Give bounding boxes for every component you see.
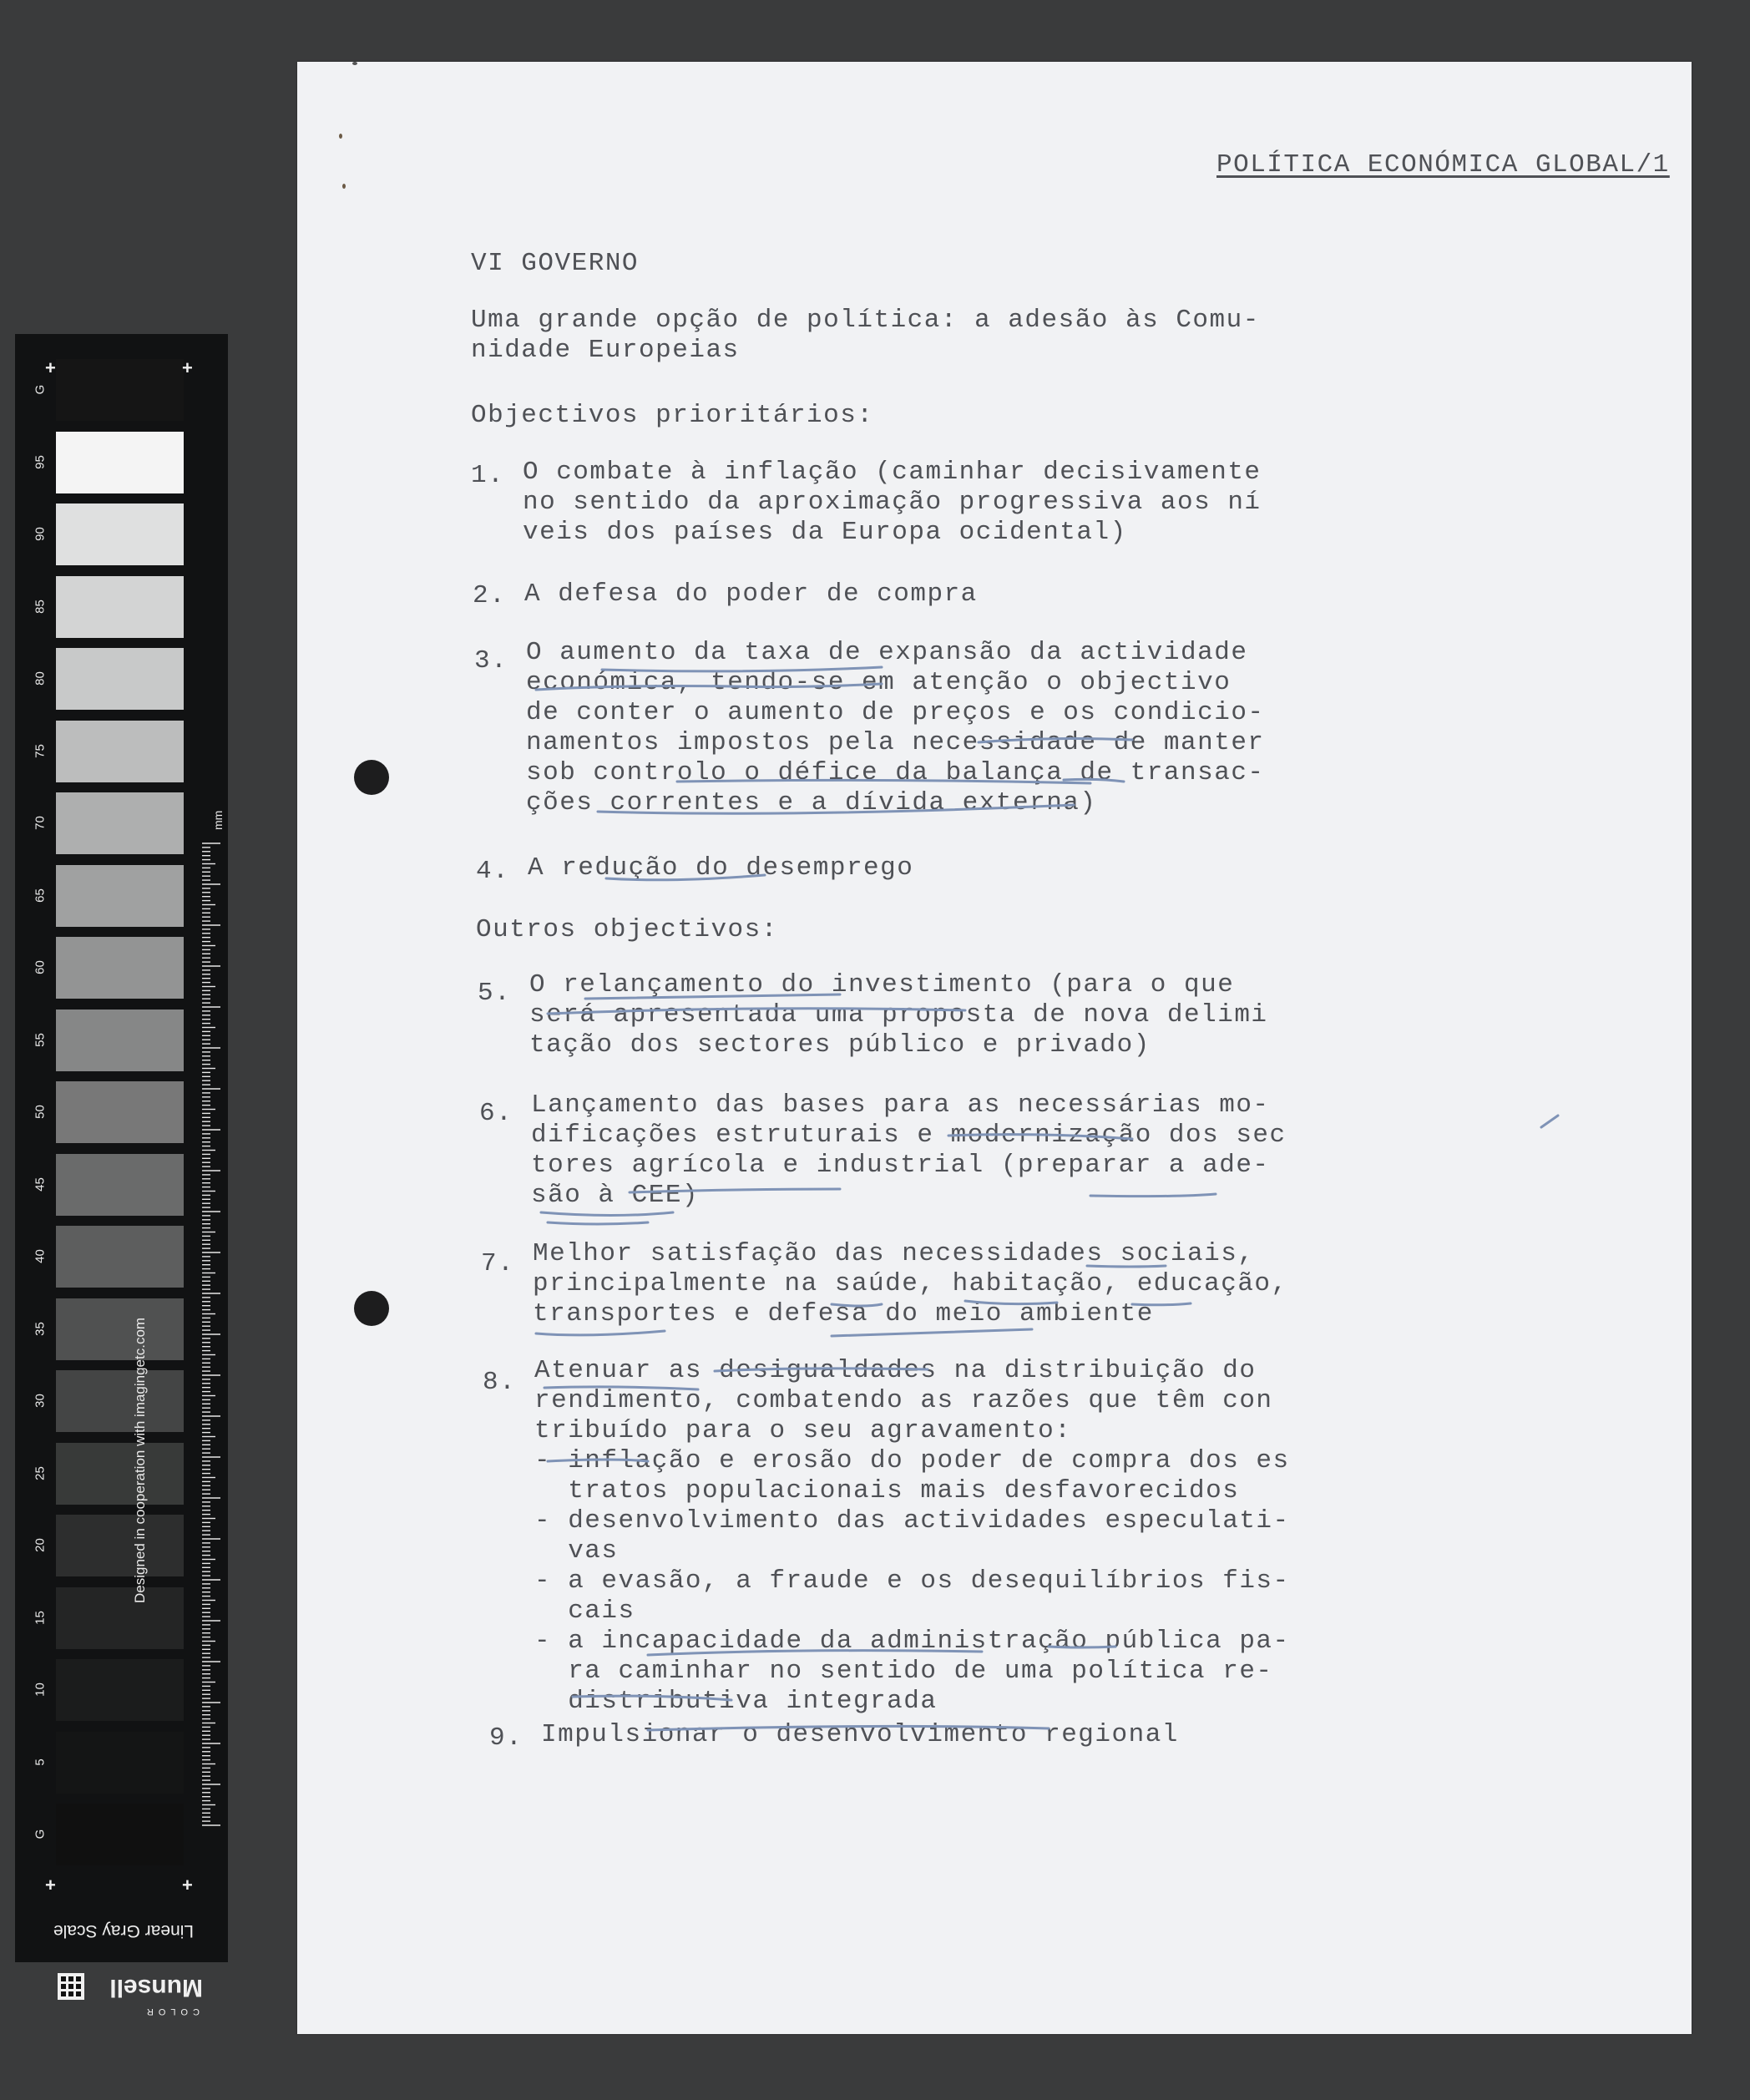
gray-patch — [56, 359, 184, 421]
munsell-grid-icon — [58, 1973, 84, 2000]
gray-patch — [56, 648, 184, 710]
gray-patch — [56, 792, 184, 854]
item-number: 4. — [476, 857, 510, 886]
patch-label: 25 — [33, 1465, 48, 1480]
patch-label: 75 — [33, 743, 48, 758]
gray-patch — [56, 503, 184, 565]
punch-hole — [354, 760, 389, 795]
patch-label: G — [33, 384, 48, 395]
gray-patch — [56, 1226, 184, 1288]
patch-label: 70 — [33, 816, 48, 830]
gray-patch — [56, 1515, 184, 1576]
unit-label: mm — [211, 810, 225, 830]
patch-label: 55 — [33, 1032, 48, 1047]
gray-patch — [56, 1443, 184, 1505]
gray-patch — [56, 937, 184, 999]
card-title: Linear Gray Scale — [53, 1921, 195, 1941]
punch-hole — [354, 1291, 389, 1326]
patch-label: 80 — [33, 671, 48, 686]
item-text: Lançamento das bases para as necessárias mo- dificações estruturais e modernização dos sec tores agrícola e industrial (preparar a ade- são à CEE) — [531, 1090, 1287, 1210]
paper-speck — [339, 134, 342, 139]
patch-label: 30 — [33, 1394, 48, 1408]
item-number: 7. — [481, 1249, 515, 1278]
card-credit: Designed in cooperation with imagingetc.com — [132, 1317, 148, 1603]
item-number: 8. — [483, 1368, 517, 1397]
patch-label: 90 — [33, 527, 48, 541]
patch-label: G — [33, 1829, 48, 1839]
gray-scale-card — [15, 334, 228, 2017]
patch-label: 50 — [33, 1105, 48, 1119]
paper-speck — [352, 62, 357, 65]
gray-patch — [56, 1154, 184, 1216]
patch-label: 10 — [33, 1683, 48, 1697]
gray-patch — [56, 1659, 184, 1721]
item-text: Atenuar as desigualdades na distribuição do rendimento, combatendo as razões que têm con tribuído para o seu agravamento: - inflação e erosão do poder de compra dos es tratos populacionais mais desfavorecidos - desenvolvimento das actividades especulati- vas - a evasão, a fraude e os desequilíbrios fis- cais - a incapacidade da administração pública pa- ra caminhar no sentido de uma política re- distributiva integrada — [534, 1356, 1290, 1716]
plus-mark: + — [182, 1875, 193, 1895]
gray-patch — [56, 865, 184, 927]
item-number: 3. — [474, 646, 508, 676]
brand-sub: COLOR — [141, 2006, 200, 2017]
item-number: 5. — [478, 979, 512, 1008]
patch-label: 45 — [33, 1177, 48, 1192]
patch-label: 65 — [33, 888, 48, 903]
gray-patch — [56, 1370, 184, 1432]
plus-mark: + — [45, 357, 56, 378]
munsell-logo — [53, 1966, 203, 2017]
other-heading: Outros objectivos: — [476, 915, 778, 944]
patch-label: 60 — [33, 960, 48, 974]
item-text: Melhor satisfação das necessidades sociais, principalmente na saúde, habitação, educação, transportes e defesa do meio ambiente — [533, 1239, 1288, 1328]
paper-speck — [342, 184, 346, 189]
item-number: 9. — [489, 1723, 523, 1753]
item-number: 6. — [479, 1099, 513, 1128]
gray-patch — [56, 576, 184, 638]
patch-label: 85 — [33, 599, 48, 614]
patch-label: 40 — [33, 1249, 48, 1263]
gray-patch — [56, 1298, 184, 1360]
typed-page — [297, 62, 1692, 2034]
patch-label: 15 — [33, 1610, 48, 1625]
item-number: 1. — [471, 461, 505, 490]
government-title: VI GOVERNO — [471, 249, 640, 278]
plus-mark: + — [182, 357, 193, 378]
plus-mark: + — [45, 1875, 56, 1895]
item-number: 2. — [473, 581, 507, 610]
intro-text: Uma grande opção de política: a adesão às Comu- nidade Europeias — [471, 306, 1260, 365]
mm-ruler — [200, 835, 225, 1837]
gray-patch — [56, 721, 184, 782]
item-text: O combate à inflação (caminhar decisivamente no sentido da aproximação progressiva aos ní veis dos países da Europa ocidental) — [523, 458, 1262, 547]
gray-patch — [56, 1732, 184, 1794]
gray-patch — [56, 1010, 184, 1071]
patch-label: 95 — [33, 454, 48, 469]
item-text: Impulsionar o desenvolvimento regional — [541, 1720, 1179, 1749]
patch-label: 20 — [33, 1538, 48, 1552]
patch-label: 5 — [33, 1758, 48, 1766]
priority-heading: Objectivos prioritários: — [471, 401, 874, 430]
item-text: A defesa do poder de compra — [524, 579, 978, 609]
page-header — [1216, 150, 1670, 180]
item-text: A redução do desemprego — [528, 853, 914, 883]
brand-name: Munsell — [109, 1974, 203, 2001]
header-text: POLÍTICA ECONÓMICA GLOBAL/1 — [1216, 150, 1670, 180]
gray-patch — [56, 1081, 184, 1143]
item-text: O aumento da taxa de expansão da actividade económica, tendo-se em atenção o objectivo de conter o aumento de preços e os condicio- namentos impostos pela necessidade de manter sob controlo o défice da balança de transac- ções correntes e a dívida externa) — [526, 638, 1265, 817]
gray-patch — [56, 1804, 184, 1865]
gray-patch — [56, 1587, 184, 1649]
gray-patch — [56, 432, 184, 493]
patch-label: 35 — [33, 1321, 48, 1336]
item-text: O relançamento do investimento (para o que será apresentada uma proposta de nova delimi tação dos sectores público e privado) — [529, 970, 1268, 1060]
